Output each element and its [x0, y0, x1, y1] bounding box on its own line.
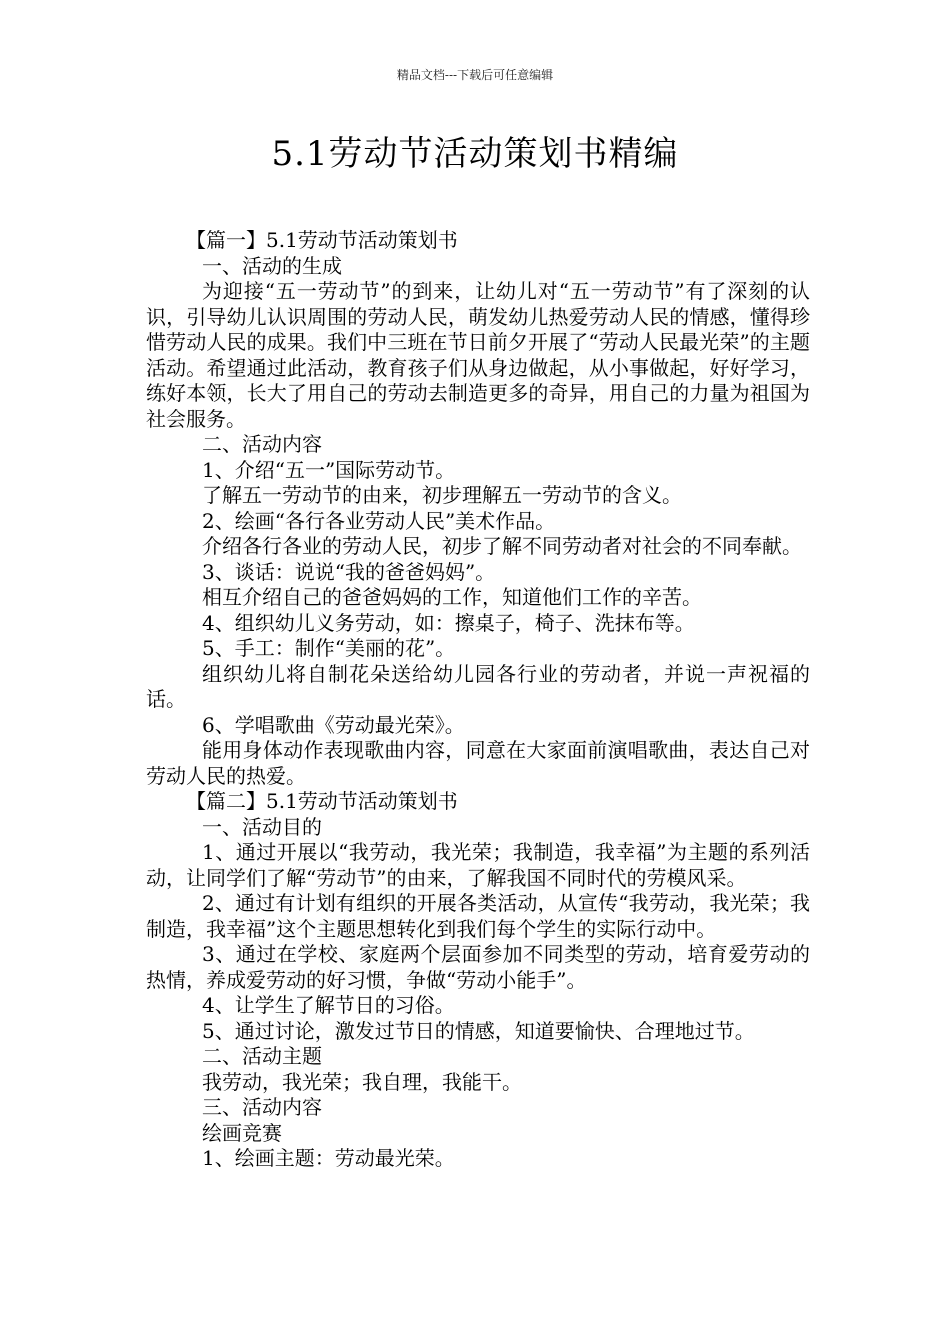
paragraph: 介绍各行各业的劳动人民，初步了解不同劳动者对社会的不同奉献。	[202, 534, 802, 558]
document-body	[146, 228, 810, 1172]
paragraph: 绘画竞赛	[202, 1120, 282, 1145]
paragraph: 一、活动目的	[202, 814, 322, 839]
paragraph: 【篇二】5.1劳动节活动策划书	[186, 789, 458, 813]
paragraph: 4、让学生了解节日的习俗。	[202, 993, 455, 1017]
paragraph: 了解五一劳动节的由来，初步理解五一劳动节的含义。	[202, 483, 682, 507]
paragraph: 一、活动的生成	[202, 253, 342, 278]
paragraph: 相互介绍自己的爸爸妈妈的工作，知道他们工作的辛苦。	[202, 585, 702, 609]
paragraph: 能用身体动作表现歌曲内容，同意在大家面前演唱歌曲，表达自己对劳动人民的热爱。	[146, 738, 810, 788]
paragraph: 2、通过有计划有组织的开展各类活动，从宣传“我劳动，我光荣；我制造，我幸福”这个主题思想转化到我们每个学生的实际行动中。	[146, 891, 810, 941]
paragraph: 二、活动内容	[202, 432, 322, 456]
paragraph: 为迎接“五一劳动节”的到来，让幼儿对“五一劳动节”有了深刻的认识，引导幼儿认识周围的劳动人民，萌发幼儿热爱劳动人民的情感，懂得珍惜劳动人民的成果。我们中三班在节日前夕开展了“劳动人民最光荣”的主题活动。希望通过此活动，教育孩子们从身边做起，从小事做起，好好学习，练好本领，长大了用自己的劳动去制造更多的奇异，用自己的力量为祖国为社会服务。	[146, 279, 810, 431]
paragraph: 1、介绍“五一”国际劳动节。	[202, 457, 456, 482]
paragraph: 1、通过开展以“我劳动，我光荣；我制造，我幸福”为主题的系列活动，让同学们了解“劳动节”的由来，了解我国不同时代的劳模风采。	[146, 840, 810, 890]
paragraph: 6、学唱歌曲《劳动最光荣》。	[202, 712, 465, 737]
paragraph: 1、绘画主题：劳动最光荣。	[202, 1146, 455, 1170]
document-title: 5.1劳动节活动策划书精编	[271, 134, 679, 174]
paragraph: 3、通过在学校、家庭两个层面参加不同类型的劳动，培育爱劳动的热情，养成爱劳动的好习惯，争做“劳动小能手”。	[146, 942, 810, 992]
paragraph: 我劳动，我光荣；我自理，我能干。	[202, 1069, 522, 1094]
page-header: 精品文档---下载后可任意编辑	[396, 68, 554, 82]
paragraph: 3、谈话：说说“我的爸爸妈妈”。	[202, 559, 496, 584]
paragraph: 三、活动内容	[202, 1095, 322, 1119]
paragraph: 二、活动主题	[202, 1044, 322, 1068]
paragraph: 4、组织幼儿义务劳动，如：擦桌子，椅子、洗抹布等。	[202, 610, 695, 635]
paragraph: 组织幼儿将自制花朵送给幼儿园各行业的劳动者，并说一声祝福的话。	[146, 661, 810, 711]
paragraph: 5、通过讨论，激发过节日的情感，知道要愉快、合理地过节。	[202, 1018, 755, 1043]
paragraph: 2、绘画“各行各业劳动人民”美术作品。	[202, 508, 556, 533]
paragraph: 5、手工：制作“美丽的花”。	[202, 636, 456, 660]
paragraph: 【篇一】5.1劳动节活动策划书	[186, 228, 458, 252]
